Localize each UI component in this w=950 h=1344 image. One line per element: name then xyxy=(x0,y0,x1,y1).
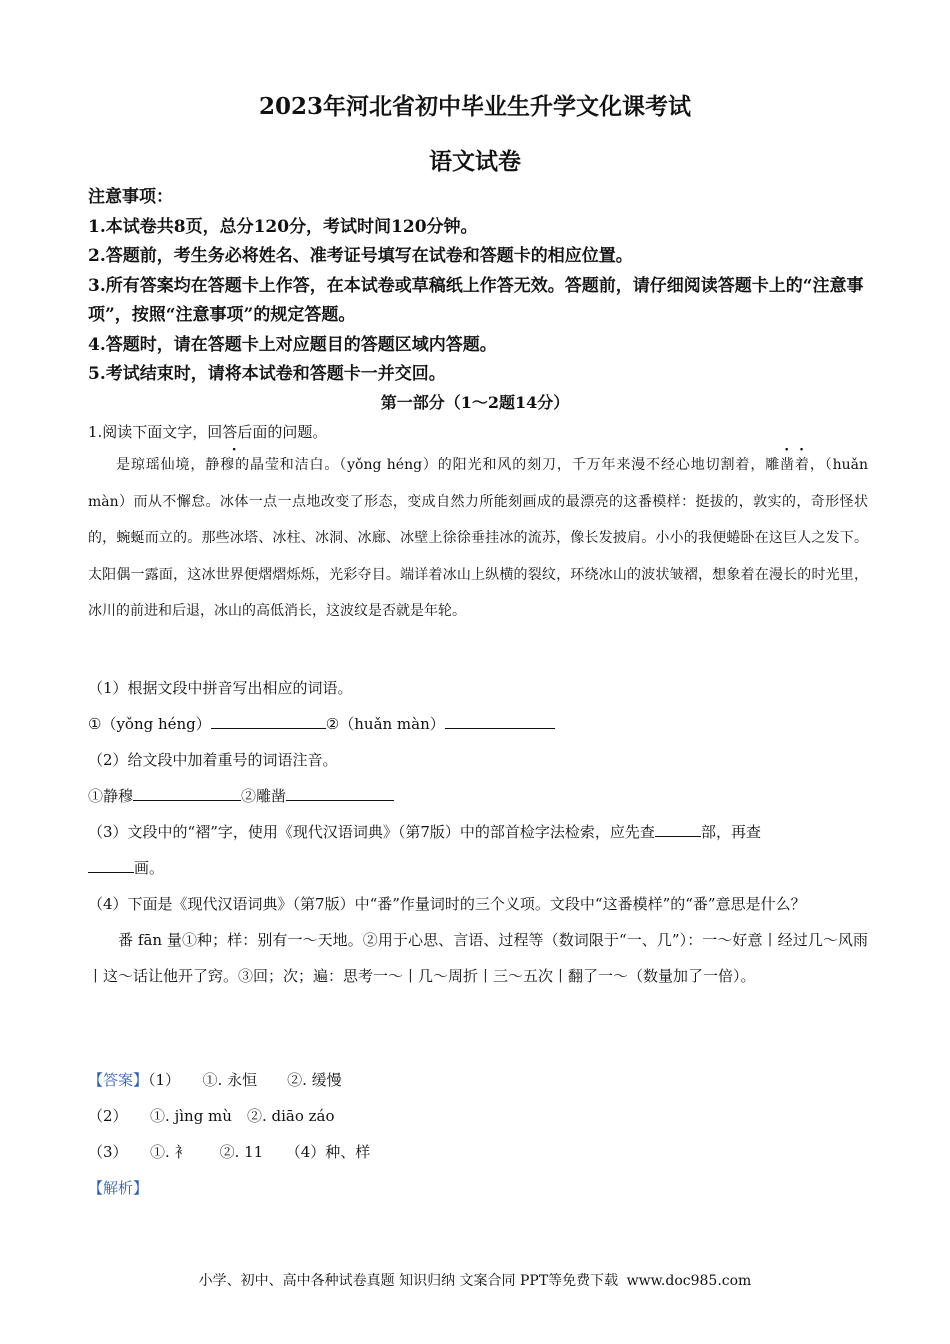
passage-text: 是琼瑶仙境， xyxy=(116,457,206,473)
answer-blank xyxy=(445,712,555,729)
dictionary-definition: 番 fān 量①种；样：别有一～天地。②用于心思、言语、过程等（数词限于“一、几”）：一～好意丨经过几～风雨丨这～话让他开了窍。③回；次；遍：思考一～丨几～周折丨三～五次丨翻了一～（数量加了一倍）。 xyxy=(88,931,868,985)
passage-text: 着，（huǎn màn）而从不懈怠。冰体一点一点地改变了形态，变成自然力所能刻画成的最漂亮的这番模样：挺拔的，敦实的，奇形怪状的，蜿蜒而立的。那些冰塔、冰柱、冰洞、冰廊、冰壁上徐徐垂挂冰的流苏，像长发披肩。小小的我便蜷卧在这巨人之发下。太阳偶一露面，这冰世界便熠熠烁烁，光彩夺目。端详着冰山上纵横的裂纹，环绕冰山的波状皱褶，想象着在漫长的时光里，冰川的前进和后退，冰山的高低消长，这波纹是否就是年轮。 xyxy=(88,457,869,619)
sub-question-text: （4）下面是《现代汉语词典》（第7版）中“番”作量词时的三个义项。文段中“这番模样”的“番”意思是什么？ xyxy=(88,895,806,913)
notice-item: 5.考试结束时，请将本试卷和答题卡一并交回。 xyxy=(88,364,446,384)
answer-blank xyxy=(88,856,134,873)
question-stem: 1.阅读下面文字，回答后面的问题。 xyxy=(88,423,328,441)
answer-line: （2） ①. jìng mù ②. diāo záo xyxy=(88,1107,335,1125)
sub-question-text: （1）根据文段中拼音写出相应的词语。 xyxy=(88,679,353,697)
exam-subtitle: 语文试卷 xyxy=(429,148,521,175)
notice-item: 2.答题前，考生务必将姓名、准考证号填写在试卷和答题卡的相应位置。 xyxy=(88,246,633,266)
page-footer xyxy=(0,1270,950,1290)
emphasized-word: 静穆 xyxy=(205,457,236,473)
blank-label: ①（yǒng héng） xyxy=(88,715,211,733)
blank-label: ②（huǎn màn） xyxy=(325,715,445,733)
footer-link[interactable]: www.doc985.com xyxy=(626,1273,752,1289)
answer-blank xyxy=(133,784,241,801)
emphasized-char: 凿 xyxy=(780,457,795,473)
notice-heading: 注意事项： xyxy=(88,187,173,207)
emphasized-char: 雕 xyxy=(765,457,781,473)
exam-title: 2023年河北省初中毕业生升学文化课考试 xyxy=(258,93,691,120)
answer-block xyxy=(88,1062,868,1206)
notice-item: 4.答题时，请在答题卡上对应题目的答题区域内答题。 xyxy=(88,334,497,355)
section-title: 第一部分（1～2题14分） xyxy=(380,393,570,412)
sub-question-text: （2）给文段中加着重号的词语注音。 xyxy=(88,751,338,769)
notice-block xyxy=(88,183,868,390)
notice-item: 1.本试卷共8页，总分120分，考试时间120分钟。 xyxy=(88,216,478,237)
sub-question-text: （3）文段中的“褶”字，使用《现代汉语词典》（第7版）中的部首检字法检索，应先查 xyxy=(88,823,655,841)
analysis-tag: 【解析】 xyxy=(88,1179,149,1197)
answer-blank xyxy=(286,784,394,801)
answer-line: （1） ①. 永恒 ②. 缓慢 xyxy=(148,1071,342,1089)
answer-blank xyxy=(211,712,326,729)
notice-item: 3.所有答案均在答题卡上作答，在本试卷或草稿纸上作答无效。答题前，请仔细阅读答题卡上的“注意事项”，按照“注意事项”的规定答题。 xyxy=(88,275,864,325)
sub-question-text: 画。 xyxy=(134,859,165,877)
blank-label: ②雕凿 xyxy=(241,787,287,805)
footer-text: 小学、初中、高中各种试卷真题 知识归纳 文案合同 PPT等免费下载 xyxy=(198,1273,619,1289)
reading-passage xyxy=(88,447,868,630)
passage-text: 的晶莹和洁白。（yǒng héng）的阳光和风的刻刀，千万年来漫不经心地切割着， xyxy=(235,457,766,473)
sub-question-1 xyxy=(88,670,868,994)
answer-line: （3） ①. 衤 ②. 11 （4）种、样 xyxy=(88,1143,371,1161)
sub-question-text: 部，再查 xyxy=(700,823,761,841)
answer-blank xyxy=(655,820,701,837)
blank-label: ①静穆 xyxy=(88,787,134,805)
answer-tag: 【答案】 xyxy=(88,1071,149,1089)
